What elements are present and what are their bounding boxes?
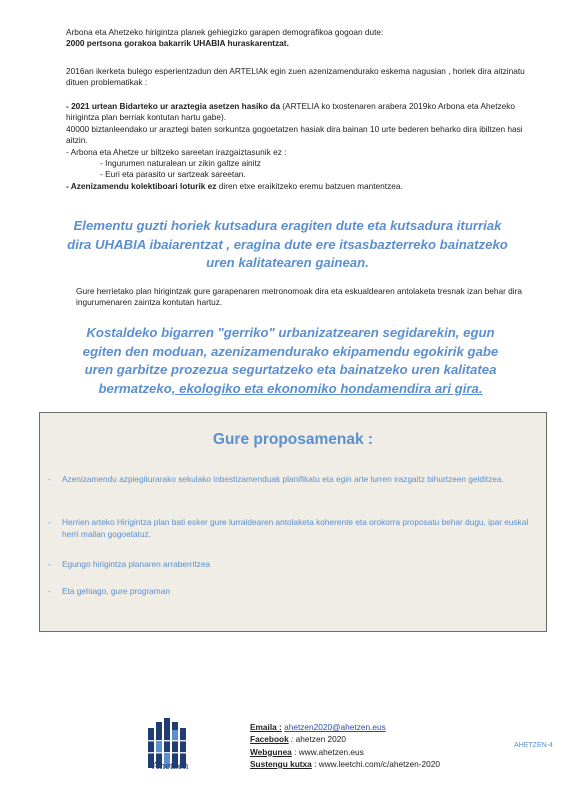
callout-pollution: Elementu guzti horiek kutsadura eragiten dute eta kutsadura iturriak dira UHABIA ibaiarentzat , eragina dute ere itsasbazterreko bainatzeko uren kalitatearen gainean. <box>67 218 508 270</box>
web-separator: : <box>291 746 299 757</box>
sustengu-link[interactable]: www.leetchi.com/c/ahetzen-2020 <box>318 758 440 769</box>
bullet-dash: - <box>48 586 51 596</box>
issue-1-rest: (ARTELIA ko txostenaren arabera 2019ko Arbona eta Ahetzeko hirigintza plan berriak kontutan hartu gabe). <box>66 101 516 123</box>
problems-intro <box>66 66 536 89</box>
urban-plans-text: Gure herrietako plan hirigintzak gure garapenaren metronomoak dira eta eskualdearen antolaketa tresnak izan behar dira ingurumenaren zaintza kontutan hartuz. <box>76 286 522 308</box>
email-link[interactable]: ahetzen2020@ahetzen.eus <box>284 722 386 732</box>
web-label: Webgunea <box>250 746 292 757</box>
proposals-title: Gure proposamenak : <box>212 431 374 448</box>
issue-4 <box>66 181 536 192</box>
issue-1 <box>66 101 536 124</box>
callout-coastline-text: Kostaldeko bigarren "gerriko" urbanizatzearen segidarekin, egun egiten den moduan, azenizamendurako ekipamendu egokirik gabe uren garbitze prozezua segurtatzeko eta bainatzeko uren kalitatea bermatzeko <box>82 325 499 396</box>
sustengu-label: Sustengu kutxa <box>250 758 312 769</box>
proposals-box <box>39 412 547 632</box>
issue-3: - Arbona eta Ahetze ur biltzeko sareetan irazgaiztasunik ez : <box>66 146 287 157</box>
issue-4-rest: diren etxe eraikitzeko eremu batzuen mantentzea. <box>216 180 403 191</box>
bullet-dash: - <box>48 474 51 484</box>
issue-3b: - Euri eta parasito ur sartzeak sareetan. <box>100 169 246 180</box>
issue-3a: - Ingurumen naturalean ur zikin galtze ainitz <box>100 158 261 169</box>
bullet-dash: - <box>48 559 51 569</box>
email-row <box>250 721 440 733</box>
proposal-text: Azenizamendu azpiegiturarako sekulako inbestizamenduak planifikatu eta egin arte lurren irazgaitz bihurtzeen gelditzea. <box>62 474 504 484</box>
sustengu-separator: : <box>311 758 319 769</box>
issue-1-bold: - 2021 urtean Bidarteko ur araztegia asetzen hasiko da <box>66 101 280 111</box>
intro-line: Arbona eta Ahetzeko hirigintza planek gehiegizko garapen demografikoa gogoan dute: <box>66 27 384 37</box>
facebook-row <box>250 733 440 745</box>
web-link[interactable]: www.ahetzen.eus <box>298 746 364 757</box>
issues-list <box>66 101 536 192</box>
intro-highlight: 2000 pertsona gorakoa bakarrik UHABIA huraskarentzat. <box>66 38 289 49</box>
proposal-item <box>48 516 538 540</box>
page-label: AHETZEN-4 <box>514 742 553 749</box>
proposal-item <box>48 558 538 570</box>
facebook-separator: : <box>288 734 296 745</box>
proposal-text: Herrien arteko Hirigintza plan bati esker gure lurraldearen antolaketa koherente eta orokorra proposatu behar dugu, ipar euskal herri mailan gogoetatuz. <box>62 517 529 539</box>
proposal-item <box>48 473 538 485</box>
contact-block <box>250 721 440 770</box>
email-label: Emaila : <box>250 722 282 732</box>
facebook-link[interactable]: ahetzen 2020 <box>295 734 346 745</box>
proposal-item <box>48 585 538 597</box>
bullet-dash: - <box>48 517 51 527</box>
callout-coastline-underlined: , ekologiko eta ekonomiko hondamendira ari gira. <box>171 380 483 396</box>
callout-coastline <box>68 324 513 398</box>
intro-block <box>66 27 536 50</box>
issue-2: 40000 biztanleendako ur araztegi baten sorkuntza gogoetatzen hasiak dira bainan 10 urte bederen beharko dira ibiltzen hasi aitzin. <box>66 123 523 146</box>
problems-intro-text: 2016an ikerketa bulego esperientzadun den ARTELIAk egin zuen azenizamendurako eskema nagusian , horiek dira aitzinatu dituen problematikak : <box>66 66 525 88</box>
issue-4-bold: - Azenizamendu kolektiboari loturik ez <box>66 180 217 191</box>
urban-plans-paragraph <box>76 286 536 309</box>
proposal-text: Egungo hirigintza planaren arraberritzea <box>62 559 211 569</box>
web-row <box>250 746 440 758</box>
facebook-label: Facebook <box>250 734 289 745</box>
proposal-text: Eta gehiago, gure programan <box>62 586 170 596</box>
sustengu-row <box>250 758 440 770</box>
logo-wordmark: Ahetzen <box>151 760 189 772</box>
